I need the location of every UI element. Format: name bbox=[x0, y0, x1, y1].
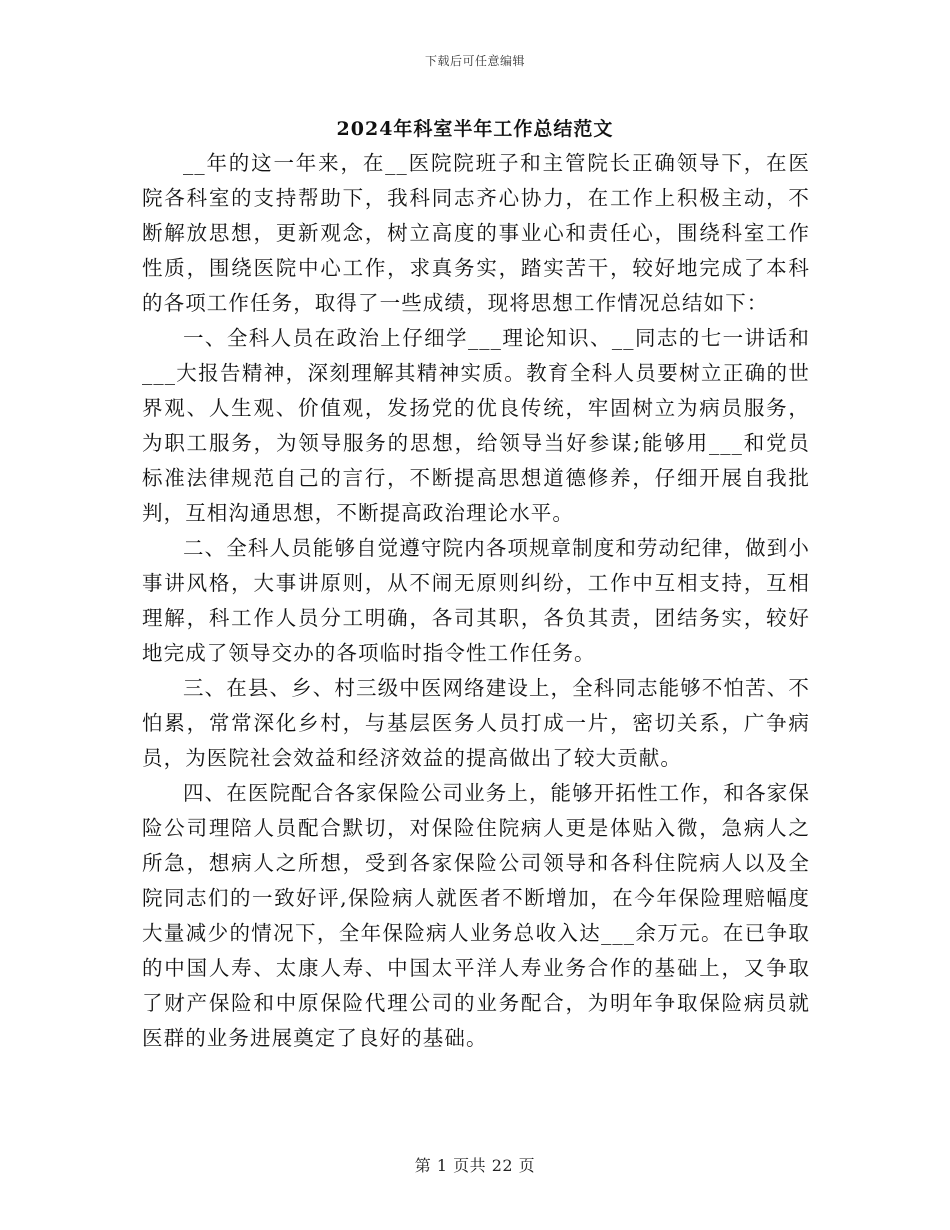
page-number: 第 1 页共 22 页 bbox=[414, 1156, 536, 1175]
paragraph-section-3: 三、在县、乡、村三级中医网络建设上，全科同志能够不怕苦、不怕累，常常深化乡村，与基层医务人员打成一片，密切关系，广争病员，为医院社会效益和经济效益的提高做出了较大贡献。 bbox=[142, 676, 810, 770]
document-title: 2024年科室半年工作总结范文 bbox=[336, 118, 614, 140]
paragraph-section-1: 一、全科人员在政治上仔细学___理论知识、__同志的七一讲话和___大报告精神，深刻理解其精神实质。教育全科人员要树立正确的世界观、人生观、价值观，发扬党的优良传统，牢固树立为病员服务，为职工服务，为领导服务的思想，给领导当好参谋;能够用___和党员标准法律规范自己的言行，不断提高思想道德修养，仔细开展自我批判，互相沟通思想，不断提高政治理论水平。 bbox=[142, 326, 810, 525]
document-body bbox=[142, 146, 810, 1056]
page-header-note: 下载后可任意编辑 bbox=[424, 54, 525, 68]
paragraph-intro: __年的这一年来，在__医院院班子和主管院长正确领导下，在医院各科室的支持帮助下，我科同志齐心协力，在工作上积极主动，不断解放思想，更新观念，树立高度的事业心和责任心，围绕科室工作性质，围绕医院中心工作，求真务实，踏实苦干，较好地完成了本科的各项工作任务，取得了一些成绩，现将思想工作情况总结如下： bbox=[142, 151, 810, 315]
paragraph-section-4: 四、在医院配合各家保险公司业务上，能够开拓性工作，和各家保险公司理陪人员配合默切，对保险住院病人更是体贴入微，急病人之所急，想病人之所想，受到各家保险公司领导和各科住院病人以及全院同志们的一致好评,保险病人就医者不断增加，在今年保险理赔幅度大量减少的情况下，全年保险病人业务总收入达___余万元。在已争取的中国人寿、太康人寿、中国太平洋人寿业务合作的基础上，又争取了财产保险和中原保险代理公司的业务配合，为明年争取保险病员就医群的业务进展奠定了良好的基础。 bbox=[142, 781, 810, 1050]
paragraph-section-2: 二、全科人员能够自觉遵守院内各项规章制度和劳动纪律，做到小事讲风格，大事讲原则，从不闹无原则纠纷，工作中互相支持，互相理解，科工作人员分工明确，各司其职，各负其责，团结务实，较好地完成了领导交办的各项临时指令性工作任务。 bbox=[142, 536, 810, 665]
